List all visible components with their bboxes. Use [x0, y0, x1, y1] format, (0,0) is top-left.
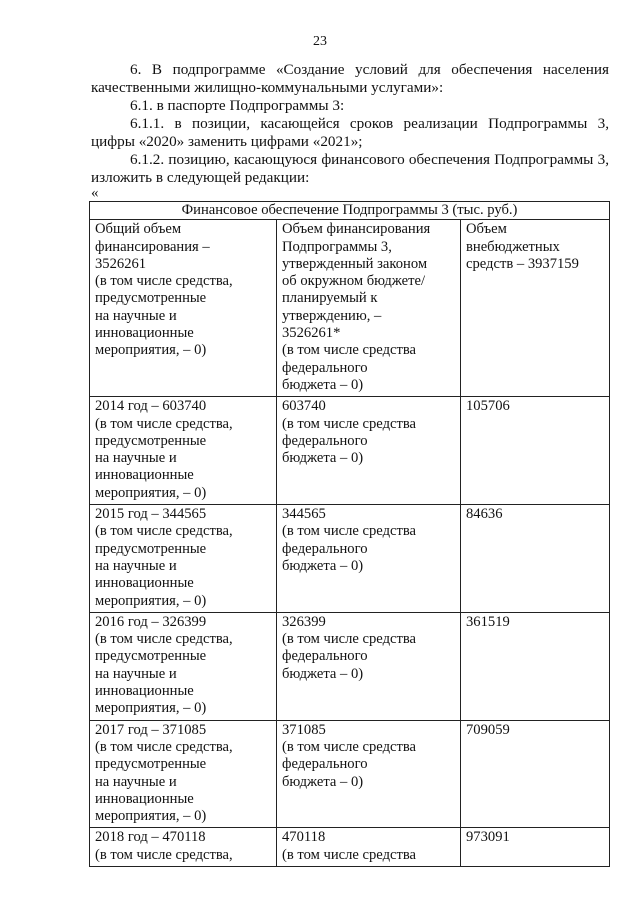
table-cell-extrabudgetary [461, 505, 610, 613]
cell-line: бюджета – 0) [282, 773, 364, 790]
cell-line: на научные и [95, 450, 177, 467]
table-row [90, 505, 610, 613]
cell-line: мероприятия, – 0) [95, 808, 207, 825]
financing-table [89, 201, 610, 867]
cell-line: (в том числе средства [282, 342, 417, 359]
cell-line: об окружном бюджете/ [282, 273, 426, 290]
cell-line: инновационные [95, 790, 194, 807]
cell-line: федерального [282, 432, 368, 449]
table-cell-total [90, 612, 277, 720]
cell-line: предусмотренные [95, 290, 207, 307]
paragraph-6-1: 6.1. в паспорте Подпрограммы 3: [130, 97, 345, 114]
table-cell-budget [277, 828, 461, 867]
cell-line: мероприятия, – 0) [95, 342, 207, 359]
table-cell-total [90, 397, 277, 505]
cell-line: Общий объем [95, 221, 182, 238]
cell-line: 2018 год – 470118 [95, 829, 206, 846]
cell-line: Объем [466, 221, 507, 238]
cell-line: предусмотренные [95, 432, 207, 449]
cell-line: 371085 [282, 721, 326, 738]
table-row [90, 720, 610, 828]
table-caption-row [90, 202, 610, 220]
table-cell-total [90, 505, 277, 613]
cell-line: 2015 год – 344565 [95, 506, 207, 523]
paragraph-6: 6. В подпрограмме «Создание условий для обеспечения населения качественными жилищно-коммунальными услугами»: [91, 61, 609, 96]
cell-line: 105706 [466, 398, 510, 415]
page-number: 23 [313, 34, 327, 49]
cell-line: (в том числе средства, [95, 846, 233, 863]
cell-line: 2014 год – 603740 [95, 398, 207, 415]
cell-line: федерального [282, 756, 368, 773]
cell-line: (в том числе средства [282, 846, 417, 863]
cell-line: инновационные [95, 325, 194, 342]
cell-line: мероприятия, – 0) [95, 592, 207, 609]
cell-line: утвержденный законом [282, 255, 428, 272]
cell-line: предусмотренные [95, 648, 207, 665]
opening-quote: « [91, 185, 99, 201]
cell-line: бюджета – 0) [282, 376, 364, 393]
cell-line: предусмотренные [95, 540, 207, 557]
cell-line: финансирования – [95, 238, 210, 255]
cell-line: (в том числе средства, [95, 523, 233, 540]
cell-line: 3526261* [282, 325, 341, 342]
table-cell-extrabudgetary [461, 720, 610, 828]
cell-line: 3526261 [95, 255, 147, 272]
table-header-row [90, 220, 610, 397]
cell-line: 361519 [466, 613, 510, 630]
table-cell-extrabudgetary [461, 828, 610, 867]
cell-line: на научные и [95, 557, 177, 574]
cell-line: на научные и [95, 665, 177, 682]
table-caption: Финансовое обеспечение Подпрограммы 3 (тыс. руб.) [90, 202, 610, 220]
table-row [90, 828, 610, 867]
cell-line: планируемый к [282, 290, 378, 307]
table-cell-extrabudgetary [461, 397, 610, 505]
cell-line: 344565 [282, 506, 326, 523]
cell-line: на научные и [95, 307, 177, 324]
cell-line: 470118 [282, 829, 326, 846]
table-cell-budget [277, 612, 461, 720]
cell-line: инновационные [95, 683, 194, 700]
table-cell-extrabudgetary [461, 612, 610, 720]
table-row [90, 612, 610, 720]
table-cell-total [90, 828, 277, 867]
cell-line: 709059 [466, 721, 510, 738]
header-budget-financing [277, 220, 461, 397]
cell-line: (в том числе средства [282, 738, 417, 755]
cell-line: на научные и [95, 773, 177, 790]
cell-line: 973091 [466, 829, 510, 846]
table-cell-budget [277, 397, 461, 505]
cell-line: бюджета – 0) [282, 665, 364, 682]
cell-line: (в том числе средства, [95, 738, 233, 755]
cell-line: внебюджетных [466, 238, 560, 255]
cell-line: (в том числе средства [282, 631, 417, 648]
cell-line: инновационные [95, 575, 194, 592]
cell-line: федерального [282, 540, 368, 557]
cell-line: инновационные [95, 467, 194, 484]
cell-line: (в том числе средства, [95, 415, 233, 432]
table-cell-budget [277, 505, 461, 613]
header-extrabudgetary [461, 220, 610, 397]
cell-line: Объем финансирования [282, 221, 431, 238]
cell-line: бюджета – 0) [282, 557, 364, 574]
cell-line: утверждению, – [282, 307, 382, 324]
cell-line: (в том числе средства, [95, 631, 233, 648]
cell-line: мероприятия, – 0) [95, 700, 207, 717]
cell-line: (в том числе средства [282, 523, 417, 540]
table-cell-budget [277, 720, 461, 828]
cell-line: (в том числе средства [282, 415, 417, 432]
cell-line: 326399 [282, 613, 326, 630]
header-total-financing [90, 220, 277, 397]
cell-line: 2016 год – 326399 [95, 613, 207, 630]
cell-line: Подпрограммы 3, [282, 238, 392, 255]
cell-line: федерального [282, 359, 368, 376]
table-row [90, 397, 610, 505]
cell-line: федерального [282, 648, 368, 665]
cell-line: (в том числе средства, [95, 273, 233, 290]
cell-line: предусмотренные [95, 756, 207, 773]
table-cell-total [90, 720, 277, 828]
cell-line: 603740 [282, 398, 326, 415]
paragraph-6-1-2: 6.1.2. позицию, касающуюся финансового обеспечения Подпрограммы 3, изложить в следующей редакции: [91, 151, 609, 186]
paragraph-6-1-1: 6.1.1. в позиции, касающейся сроков реализации Подпрограммы 3, цифры «2020» заменить цифрами «2021»; [91, 115, 609, 150]
cell-line: средств – 3937159 [466, 255, 579, 272]
cell-line: 84636 [466, 506, 503, 523]
cell-line: бюджета – 0) [282, 450, 364, 467]
cell-line: мероприятия, – 0) [95, 484, 207, 501]
cell-line: 2017 год – 371085 [95, 721, 207, 738]
